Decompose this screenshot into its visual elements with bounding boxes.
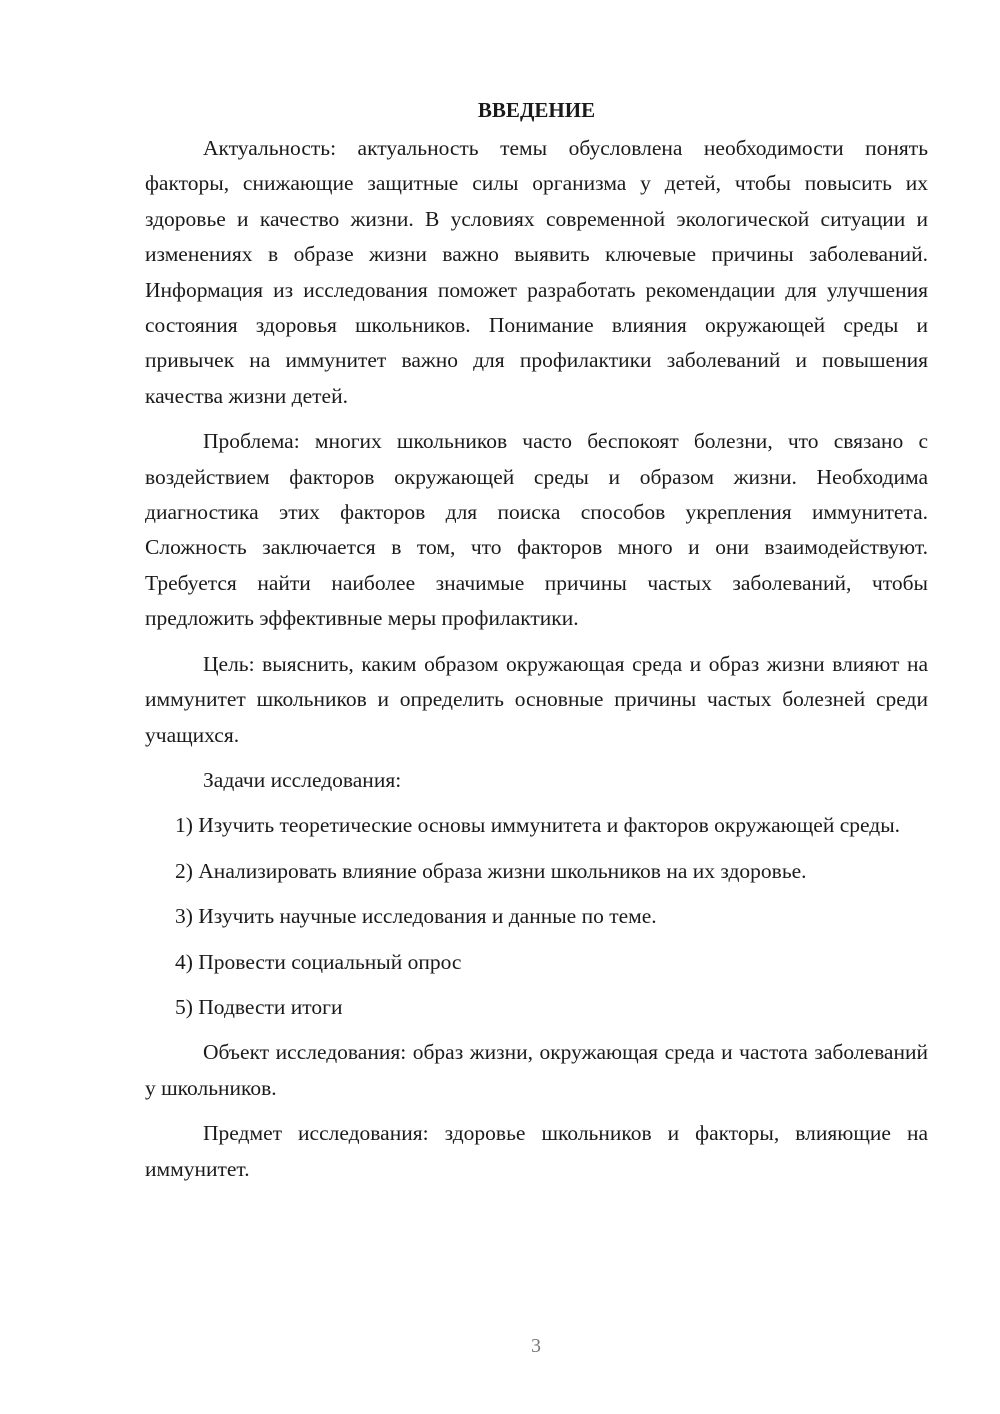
paragraph-goal: Цель: выяснить, каким образом окружающая среда и образ жизни влияют на иммунитет школьников и определить основные причины частых болезней среди учащихся. (145, 651, 928, 747)
task-item-1: 1) Изучить теоретические основы иммунитета и факторов окружающей среды. (175, 813, 901, 838)
task-item-3: 3) Изучить научные исследования и данные по теме. (175, 904, 657, 929)
task-item-2: 2) Анализировать влияние образа жизни школьников на их здоровье. (175, 858, 807, 883)
paragraph-subject: Предмет исследования: здоровье школьников и факторы, влияющие на иммунитет. (145, 1121, 928, 1181)
task-item-4: 4) Провести социальный опрос (175, 949, 462, 974)
paragraph-relevance: Актуальность: актуальность темы обусловлена необходимости понять факторы, снижающие защитные силы организма у детей, чтобы повысить их здоровье и качество жизни. В условиях современной экологической ситуации и изменениях в образе жизни важно выявить ключевые причины заболеваний. Информация из исследования поможет разработать рекомендации для улучшения состояния здоровья школьников. Понимание влияния окружающей среды и привычек на иммунитет важно для профилактики заболеваний и повышения качества жизни детей. (145, 136, 928, 408)
paragraph-tasks-heading: Задачи исследования: (203, 767, 402, 792)
page-number: 3 (531, 1335, 541, 1357)
paragraph-object: Объект исследования: образ жизни, окружающая среда и частота заболеваний у школьников. (145, 1040, 928, 1100)
task-item-5: 5) Подвести итоги (175, 994, 343, 1019)
document-page (145, 95, 928, 1187)
section-title: ВВЕДЕНИЕ (477, 98, 596, 122)
paragraph-problem: Проблема: многих школьников часто беспокоят болезни, что связано с воздействием факторов окружающей среды и образом жизни. Необходима диагностика этих факторов для поиска способов укрепления иммунитета. Сложность заключается в том, что факторов много и они взаимодействуют. Требуется найти наиболее значимые причины частых заболеваний, чтобы предложить эффективные меры профилактики. (145, 429, 928, 631)
